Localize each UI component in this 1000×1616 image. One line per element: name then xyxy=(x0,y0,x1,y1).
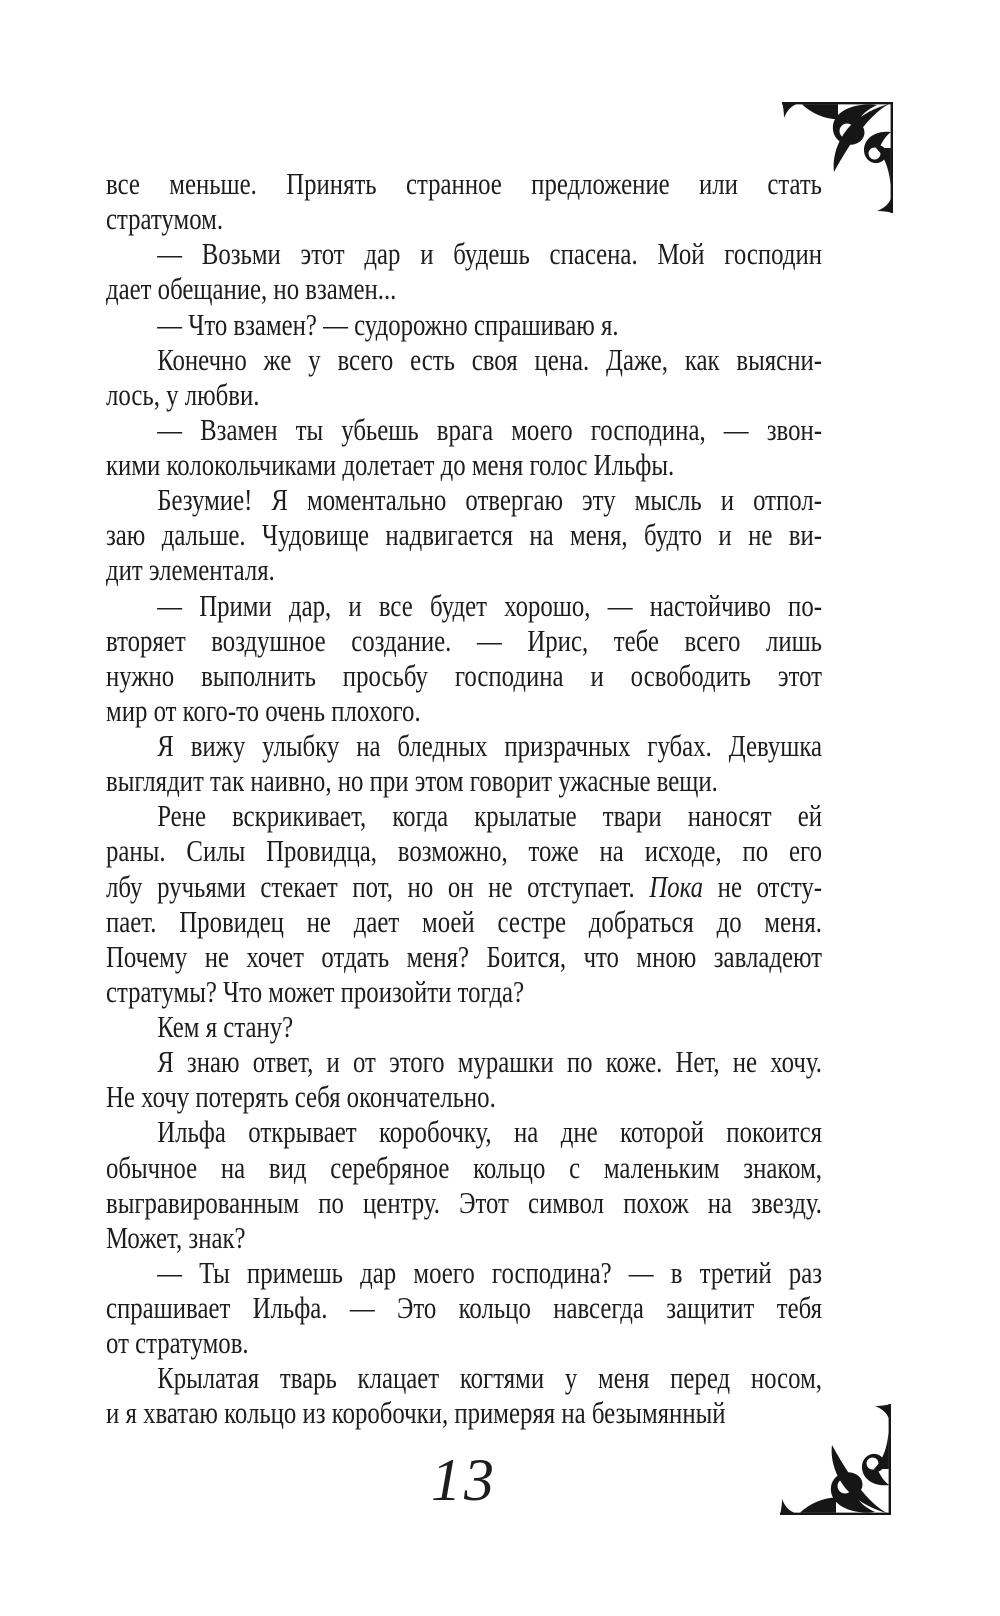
text-line: Почему не хочет отдать меня? Боится, что мною завладеют xyxy=(106,938,822,974)
text-line: все меньше. Принять странное предложение или стать xyxy=(106,166,822,201)
text-line: Крылатая тварь клацает когтями у меня перед носом, xyxy=(157,1360,822,1396)
text-line: Я знаю ответ, и от этого мурашки по коже. Нет, не хочу. xyxy=(157,1044,822,1080)
text-line: обычное на вид серебряное кольцо с маленьким знаком, xyxy=(106,1149,822,1185)
text-line: раны. Силы Провидца, возможно, тоже на исходе, по его xyxy=(106,833,822,869)
ornament-side-line xyxy=(889,1404,891,1515)
text-line: — Возьми этот дар и будешь спасена. Мой господин xyxy=(157,236,822,272)
text-line: Конечно же у всего есть своя цена. Даже, как выясни- xyxy=(157,341,822,377)
text-line: выгравированным по центру. Этот символ похож на звезду. xyxy=(106,1184,822,1220)
page-number: 13 xyxy=(431,1447,497,1513)
text-line: нужно выполнить просьбу господина и освободить этот xyxy=(106,657,822,693)
text-line: мир от кого-то очень плохого. xyxy=(106,692,421,728)
text-line: Кем я стану? xyxy=(157,1009,294,1044)
ornament-line-hook xyxy=(782,102,796,118)
text-line: Может, знак? xyxy=(106,1219,246,1255)
text-line: дит элементаля. xyxy=(106,552,275,588)
ornament-line-hook xyxy=(780,1499,794,1515)
text-line: лбу ручьями стекает пот, но он не отступает. Пока не отсту- xyxy=(106,868,822,904)
ornament-line-hook xyxy=(877,199,893,213)
ornament-top-line xyxy=(780,1513,891,1515)
ornament-fin xyxy=(876,148,891,186)
ornament-fin xyxy=(800,1498,836,1513)
text-line: Не хочу потерять себя окончательно. xyxy=(106,1079,496,1115)
text-line: от стратумов. xyxy=(106,1325,249,1361)
ornament-line-hook xyxy=(875,1404,891,1418)
text-line: дает обещание, но взамен... xyxy=(106,271,397,307)
ornament-side-line xyxy=(891,102,893,213)
text-line: — Ты примешь дар моего господина? — в третий раз xyxy=(157,1254,822,1290)
text-line: Безумие! Я моментально отвергаю эту мысль и отпол- xyxy=(157,482,822,518)
text-line: и я хватаю кольцо из коробочки, примеряя на безымянный xyxy=(106,1395,726,1431)
text-line: вторяет воздушное создание. — Ирис, тебе всего лишь xyxy=(106,622,822,658)
text-line: стратумом. xyxy=(106,201,224,237)
text-line: заю дальше. Чудовище надвигается на меня, будто и не ви- xyxy=(106,517,822,553)
text-block xyxy=(106,166,822,1431)
text-line: — Что взамен? — судорожно спрашиваю я. xyxy=(157,306,619,342)
text-line: Рене вскрикивает, когда крылатые твари наносят ей xyxy=(157,798,822,834)
ornament-fin xyxy=(802,104,838,119)
text-line: стратумы? Что может произойти тогда? xyxy=(106,973,525,1009)
text-line: спрашивает Ильфа. — Это кольцо навсегда защитит тебя xyxy=(106,1290,822,1325)
text-line: лось, у любви. xyxy=(106,376,260,412)
text-line: Я вижу улыбку на бледных призрачных губах. Девушка xyxy=(157,728,822,763)
text-line: выглядит так наивно, но при этом говорит ужасные вещи. xyxy=(106,763,718,799)
text-line: пает. Провидец не дает моей сестре добраться до меня. xyxy=(106,903,822,939)
ornament-top-line xyxy=(782,102,893,104)
text-line: — Прими дар, и все будет хорошо, — настойчиво по- xyxy=(157,587,822,623)
text-line: — Взамен ты убьешь врага моего господина, — звон- xyxy=(157,411,822,447)
text-line: кими колокольчиками долетает до меня голос Ильфы. xyxy=(106,447,675,482)
ornament-fin xyxy=(874,1431,889,1469)
text-line: Ильфа открывает коробочку, на дне которой покоится xyxy=(157,1114,822,1150)
